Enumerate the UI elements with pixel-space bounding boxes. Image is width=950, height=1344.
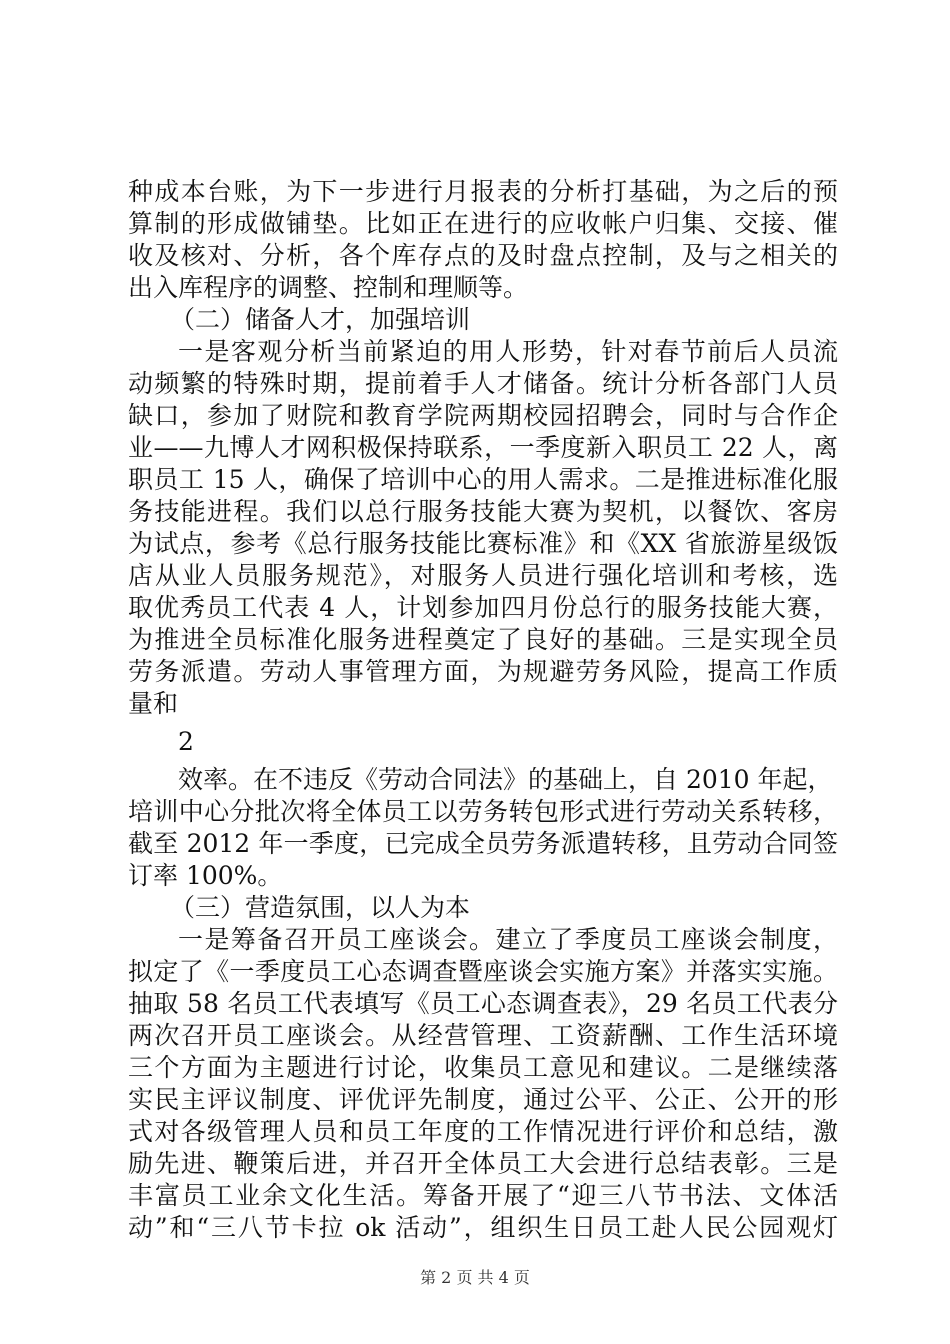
- text-line: 业——九博人才网积极保持联系，一季度新入职员工 22 人，离: [128, 433, 838, 462]
- text-line: 截至 2012 年一季度，已完成全员劳务派遣转移，且劳动合同签: [128, 829, 838, 858]
- text-line: 订率 100%。: [128, 861, 283, 890]
- text-line: 三个方面为主题进行讨论，收集员工意见和建议。二是继续落: [128, 1053, 838, 1082]
- text-line: 动频繁的特殊时期，提前着手人才储备。统计分析各部门人员: [128, 369, 838, 398]
- text-line: 抽取 58 名员工代表填写《员工心态调查表》，29 名员工代表分: [128, 989, 838, 1018]
- text-line: （三）营造氛围，以人为本: [170, 893, 471, 922]
- text-line: 效率。在不违反《劳动合同法》的基础上，自 2010 年起，: [178, 765, 833, 794]
- text-line: 为试点，参考《总行服务技能比赛标准》和《XX 省旅游星级饭: [128, 529, 838, 558]
- text-line: 为推进全员标准化服务进程奠定了良好的基础。三是实现全员: [128, 625, 838, 654]
- text-line: 算制的形成做铺垫。比如正在进行的应收帐户归集、交接、催: [128, 209, 838, 238]
- text-line: 两次召开员工座谈会。从经营管理、工资薪酬、工作生活环境: [128, 1021, 838, 1050]
- text-line: 出入库程序的调整、控制和理顺等。: [128, 273, 529, 302]
- text-line: 拟定了《一季度员工心态调查暨座谈会实施方案》并落实实施。: [128, 957, 838, 986]
- text-line: 培训中心分批次将全体员工以劳务转包形式进行劳动关系转移，: [128, 797, 838, 826]
- text-line: 取优秀员工代表 4 人，计划参加四月份总行的服务技能大赛，: [128, 593, 838, 622]
- document-body: [128, 176, 838, 1244]
- text-line: 店从业人员服务规范》，对服务人员进行强化培训和考核，选: [128, 561, 838, 590]
- text-line: 一是筹备召开员工座谈会。建立了季度员工座谈会制度，: [178, 925, 838, 954]
- paragraph-block-1: [128, 176, 838, 720]
- text-line: 一是客观分析当前紧迫的用人形势，针对春节前后人员流: [178, 337, 838, 366]
- inline-page-number: 2: [178, 727, 194, 756]
- text-line: 种成本台账，为下一步进行月报表的分析打基础，为之后的预: [128, 177, 838, 206]
- text-line: 式对各级管理人员和员工年度的工作情况进行评价和总结，激: [128, 1117, 838, 1146]
- text-line: 收及核对、分析，各个库存点的及时盘点控制，及与之相关的: [128, 241, 838, 270]
- text-line: 励先进、鞭策后进，并召开全体员工大会进行总结表彰。三是: [128, 1149, 838, 1178]
- text-line: 务技能进程。我们以总行服务技能大赛为契机，以餐饮、客房: [128, 497, 838, 526]
- text-line: 动”和“三八节卡拉 ok 活动”，组织生日员工赴人民公园观灯: [128, 1213, 838, 1242]
- text-line: 量和: [128, 689, 179, 718]
- text-line: 劳务派遣。劳动人事管理方面，为规避劳务风险，提高工作质: [128, 657, 838, 686]
- page-footer: 第 2 页 共 4 页: [420, 1268, 530, 1287]
- text-line: （二）储备人才，加强培训: [170, 305, 471, 334]
- text-line: 实民主评议制度、评优评先制度，通过公平、公正、公开的形: [128, 1085, 838, 1114]
- text-line: 丰富员工业余文化生活。筹备开展了“迎三八节书法、文体活: [128, 1181, 838, 1210]
- text-line: 职员工 15 人，确保了培训中心的用人需求。二是推进标准化服: [128, 465, 838, 494]
- paragraph-block-2: [128, 764, 838, 1244]
- text-line: 缺口，参加了财院和教育学院两期校园招聘会，同时与合作企: [128, 401, 838, 430]
